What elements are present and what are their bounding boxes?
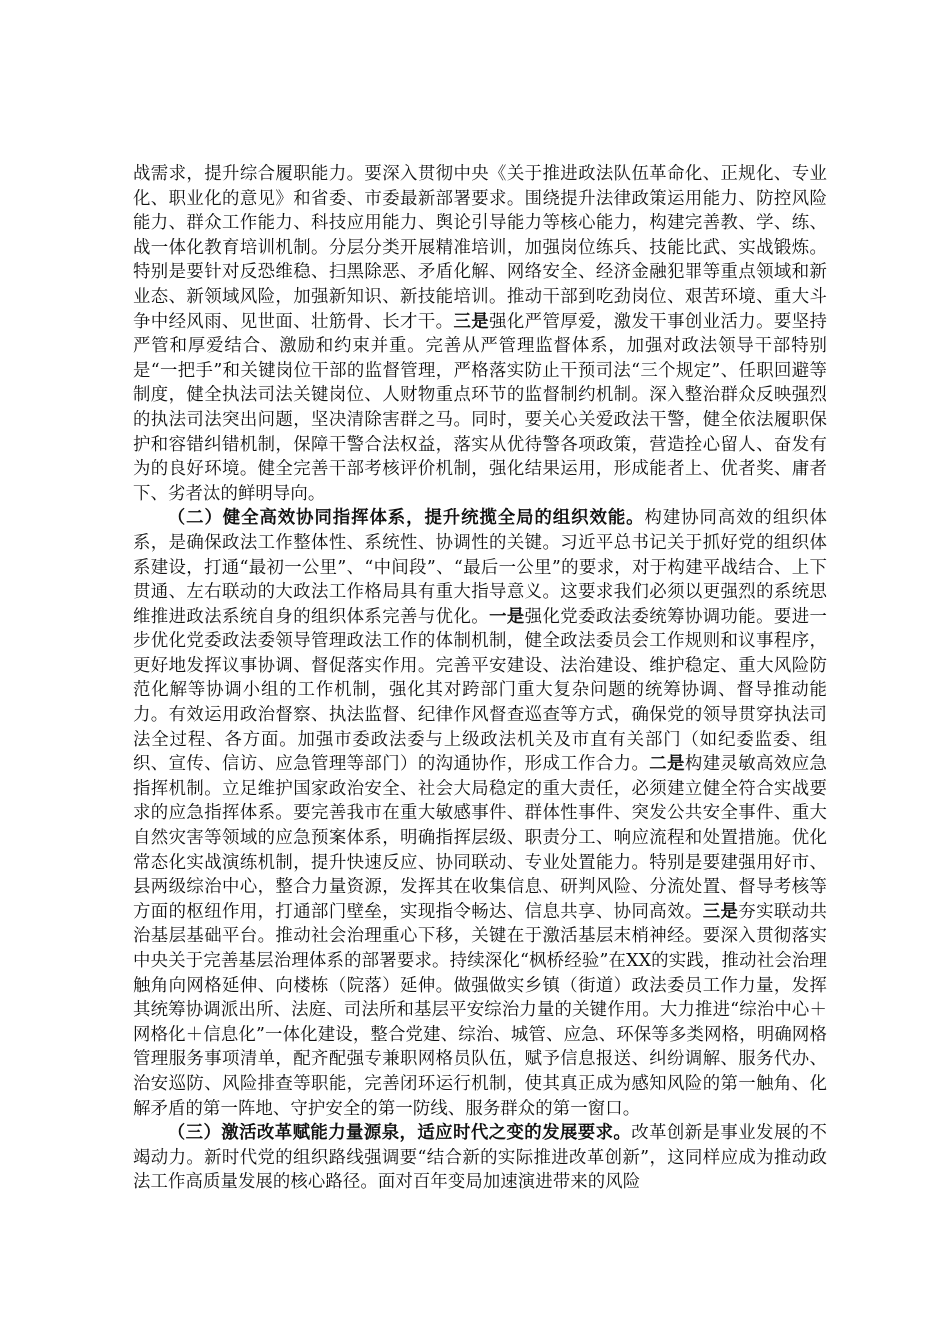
paragraph-3-run-2: 改革创新是事业发展的不竭动力。新时代党的组织路线强调要“结合新的实际推进改革创新”，这同样应成为推动政法工作高质量发展的核心路径。面对百年变局加速演进带来的风险 <box>133 1123 827 1193</box>
paragraph-2-run-2: 构建协同高效的组织体系，是确保政法工作整体性、系统性、协调性的关键。习近平总书记关于抓好党的组织体系建设，打通“最初一公里”、“中间段”、“最后一公里”的要求，对于构建平战结合、上下贯通、左右联动的大政法工作格局具有重大指导意义。这要求我们必须以更强烈的系统思维推进政法系统自身的组织体系完善与优化。 <box>133 508 827 627</box>
paragraph-2-run-5-bold: 二是 <box>649 754 685 775</box>
document-page <box>133 162 827 1195</box>
paragraph-3 <box>133 1121 827 1195</box>
paragraph-2-run-8: 夯实联动共治基层基础平台。推动社会治理重心下移，关键在于激活基层末梢神经。要深入贯彻落实中央关于完善基层治理体系的部署要求。持续深化“枫桥经验”在XX的实践，推动社会治理触角向网格延伸、向楼栋（院落）延伸。做强做实乡镇（街道）政法委员工作力量，发挥其统筹协调派出所、法庭、司法所和基层平安综治力量的关键作用。大力推进“综治中心＋网格化＋信息化”一体化建设，整合党建、综治、城管、应急、环保等多类网格，明确网格管理服务事项清单，配齐配强专兼职网格员队伍，赋予信息报送、纠纷调解、服务代办、治安巡防、风险排查等职能，完善闭环运行机制，使其真正成为感知风险的第一触角、化解矛盾的第一阵地、守护安全的第一防线、服务群众的第一窗口。 <box>133 901 827 1119</box>
section-heading-2: （二）健全高效协同指挥体系，提升统揽全局的组织效能。 <box>167 508 645 529</box>
paragraph-2-run-7-bold: 三是 <box>702 901 739 922</box>
paragraph-2-run-6: 构建灵敏高效应急指挥机制。立足维护国家政治安全、社会大局稳定的重大责任，必须建立健全符合实战要求的应急指挥体系。要完善我市在重大敏感事件、群体性事件、突发公共安全事件、重大自然灾害等领域的应急预案体系，明确指挥层级、职责分工、响应流程和处置措施。优化常态化实战演练机制，提升快速反应、协同联动、专业处置能力。特别是要建强用好市、县两级综治中心，整合力量资源，发挥其在收集信息、研判风险、分流处置、督导考核等方面的枢纽作用，打通部门壁垒，实现指令畅达、信息共享、协同高效。 <box>133 754 827 922</box>
paragraph-1-run-2-bold: 三是 <box>453 311 490 332</box>
paragraph-2 <box>133 506 827 1121</box>
section-heading-3: （三）激活改革赋能力量源泉，适应时代之变的发展要求。 <box>167 1123 632 1144</box>
paragraph-1 <box>133 162 827 506</box>
paragraph-1-run-3: 强化严管厚爱，激发干事创业活力。要坚持严管和厚爱结合、激励和约束并重。完善从严管理监督体系，加强对政法领导干部特别是“一把手”和关键岗位干部的监督管理，严格落实防止干预司法“三个规定”、任职回避等制度，健全执法司法关键岗位、人财物重点环节的监督制约机制。深入整治群众反映强烈的执法司法突出问题，坚决清除害群之马。同时，要关心关爱政法干警，健全依法履职保护和容错纠错机制，保障干警合法权益，落实从优待警各项政策，营造拴心留人、奋发有为的良好环境。健全完善干部考核评价机制，强化结果运用，形成能者上、优者奖、庸者下、劣者汰的鲜明导向。 <box>133 311 827 504</box>
paragraph-2-run-3-bold: 一是 <box>489 606 525 627</box>
paragraph-2-run-4: 强化党委政法委统筹协调功能。要进一步优化党委政法委领导管理政法工作的体制机制，健全政法委员会工作规则和议事程序，更好地发挥议事协调、督促落实作用。完善平安建设、法治建设、维护稳定、重大风险防范化解等协调小组的工作机制，强化其对跨部门重大复杂问题的统筹协调、督导推动能力。有效运用政治督察、执法监督、纪律作风督查巡查等方式，确保党的领导贯穿执法司法全过程、各方面。加强市委政法委与上级政法机关及市直有关部门（如纪委监委、组织、宣传、信访、应急管理等部门）的沟通协作，形成工作合力。 <box>133 606 828 775</box>
paragraph-1-run-1: 战需求，提升综合履职能力。要深入贯彻中央《关于推进政法队伍革命化、正规化、专业化、职业化的意见》和省委、市委最新部署要求。围绕提升法律政策运用能力、防控风险能力、群众工作能力、科技应用能力、舆论引导能力等核心能力，构建完善教、学、练、战一体化教育培训机制。分层分类开展精准培训，加强岗位练兵、技能比武、实战锻炼。特别是要针对反恐维稳、扫黑除恶、矛盾化解、网络安全、经济金融犯罪等重点领域和新业态、新领域风险，加强新知识、新技能培训。推动干部到吃劲岗位、艰苦环境、重大斗争中经风雨、见世面、壮筋骨、长才干。 <box>133 164 827 332</box>
